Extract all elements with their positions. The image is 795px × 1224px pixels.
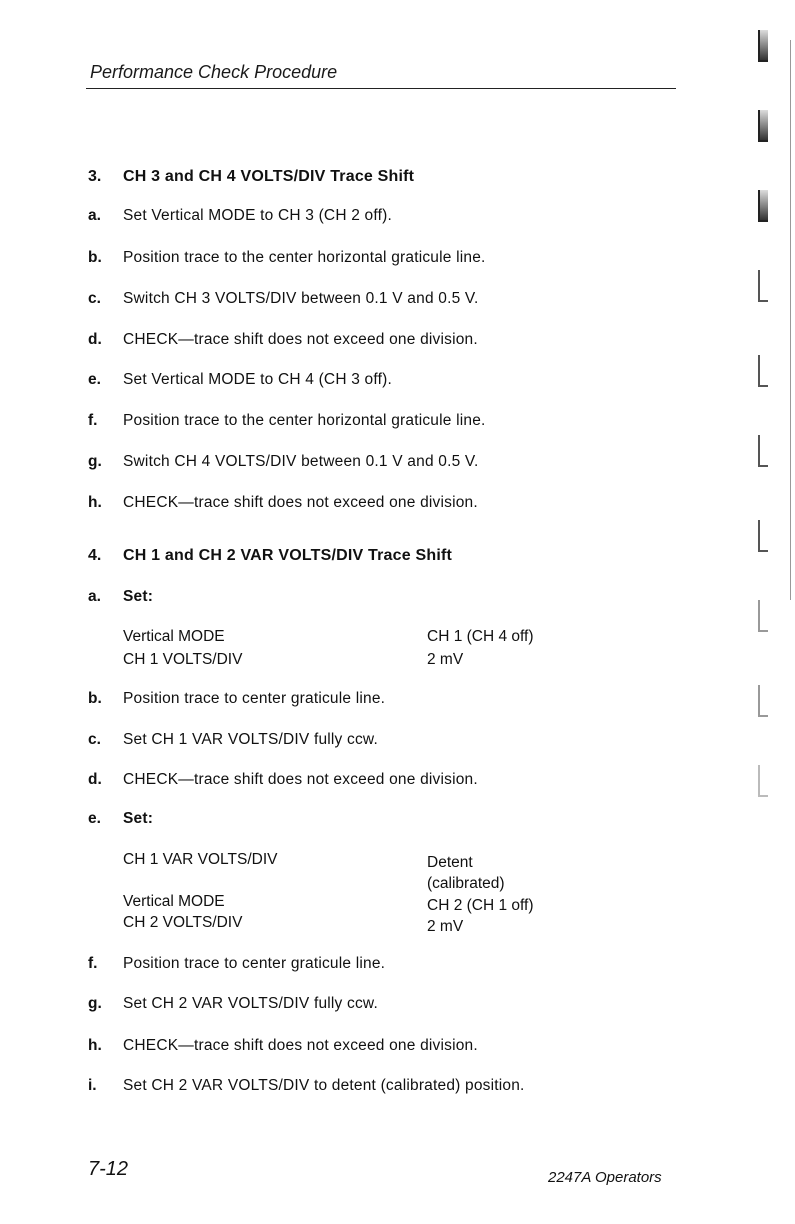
step-label: b.: [88, 690, 102, 707]
step-label: e.: [88, 371, 101, 388]
setting-name: CH 1 VOLTS/DIV: [123, 651, 243, 668]
step-label: h.: [88, 494, 102, 511]
index-tab-mark: [758, 600, 768, 632]
index-tab-mark: [758, 110, 768, 142]
step-label: h.: [88, 1037, 102, 1054]
thumb-index-tabs: [752, 20, 782, 1200]
index-tab-mark: [758, 30, 768, 62]
step-label: g.: [88, 453, 102, 470]
setting-name: Vertical MODE: [123, 628, 225, 645]
step-label: i.: [88, 1077, 97, 1094]
setting-value: Detent: [427, 854, 473, 871]
step-text: Position trace to the center horizontal graticule line.: [123, 249, 486, 266]
setting-name: CH 2 VOLTS/DIV: [123, 914, 243, 931]
step-label: c.: [88, 731, 101, 748]
step-text: CHECK—trace shift does not exceed one division.: [123, 1037, 478, 1054]
manual-title: 2247A Operators: [548, 1169, 662, 1186]
index-tab-mark: [758, 520, 768, 552]
step-label: c.: [88, 290, 101, 307]
index-tab-mark: [758, 355, 768, 387]
step-text: Set Vertical MODE to CH 3 (CH 2 off).: [123, 207, 392, 224]
page-header-title: Performance Check Procedure: [90, 62, 338, 82]
step-text: Set Vertical MODE to CH 4 (CH 3 off).: [123, 371, 392, 388]
step-text: Switch CH 4 VOLTS/DIV between 0.1 V and 0.5 V.: [123, 453, 479, 470]
step-text: CHECK—trace shift does not exceed one division.: [123, 331, 478, 348]
header-rule: [86, 88, 676, 89]
index-tab-mark: [758, 190, 768, 222]
step-label: f.: [88, 955, 98, 972]
step-text: Switch CH 3 VOLTS/DIV between 0.1 V and 0.5 V.: [123, 290, 479, 307]
step-text: Position trace to the center horizontal graticule line.: [123, 412, 486, 429]
index-tab-mark: [758, 270, 768, 302]
step-label: e.: [88, 810, 101, 827]
setting-name: Vertical MODE: [123, 893, 225, 910]
step-text: Position trace to center graticule line.: [123, 690, 386, 707]
section-title: CH 3 and CH 4 VOLTS/DIV Trace Shift: [123, 168, 415, 185]
step-text: Position trace to center graticule line.: [123, 955, 386, 972]
setting-value: 2 mV: [427, 918, 464, 935]
page-edge-line: [790, 40, 791, 600]
setting-value: CH 2 (CH 1 off): [427, 897, 534, 914]
step-label: a.: [88, 207, 101, 224]
setting-name: CH 1 VAR VOLTS/DIV: [123, 851, 278, 868]
index-tab-mark: [758, 435, 768, 467]
step-label: b.: [88, 249, 102, 266]
step-text: Set:: [123, 588, 154, 605]
step-label: f.: [88, 412, 98, 429]
page-number: 7-12: [88, 1158, 129, 1180]
section-number: 3.: [88, 168, 102, 185]
step-text: Set:: [123, 810, 154, 827]
index-tab-mark: [758, 685, 768, 717]
step-label: a.: [88, 588, 101, 605]
step-label: d.: [88, 331, 102, 348]
setting-value: CH 1 (CH 4 off): [427, 628, 534, 645]
section-number: 4.: [88, 547, 102, 564]
step-text: Set CH 1 VAR VOLTS/DIV fully ccw.: [123, 731, 378, 748]
step-text: CHECK—trace shift does not exceed one division.: [123, 494, 478, 511]
setting-value: 2 mV: [427, 651, 464, 668]
step-text: CHECK—trace shift does not exceed one division.: [123, 771, 478, 788]
step-text: Set CH 2 VAR VOLTS/DIV fully ccw.: [123, 995, 378, 1012]
index-tab-mark: [758, 765, 768, 797]
section-title: CH 1 and CH 2 VAR VOLTS/DIV Trace Shift: [123, 547, 453, 564]
setting-value-continued: (calibrated): [427, 875, 505, 892]
step-label: g.: [88, 995, 102, 1012]
step-label: d.: [88, 771, 102, 788]
step-text: Set CH 2 VAR VOLTS/DIV to detent (calibrated) position.: [123, 1077, 525, 1094]
